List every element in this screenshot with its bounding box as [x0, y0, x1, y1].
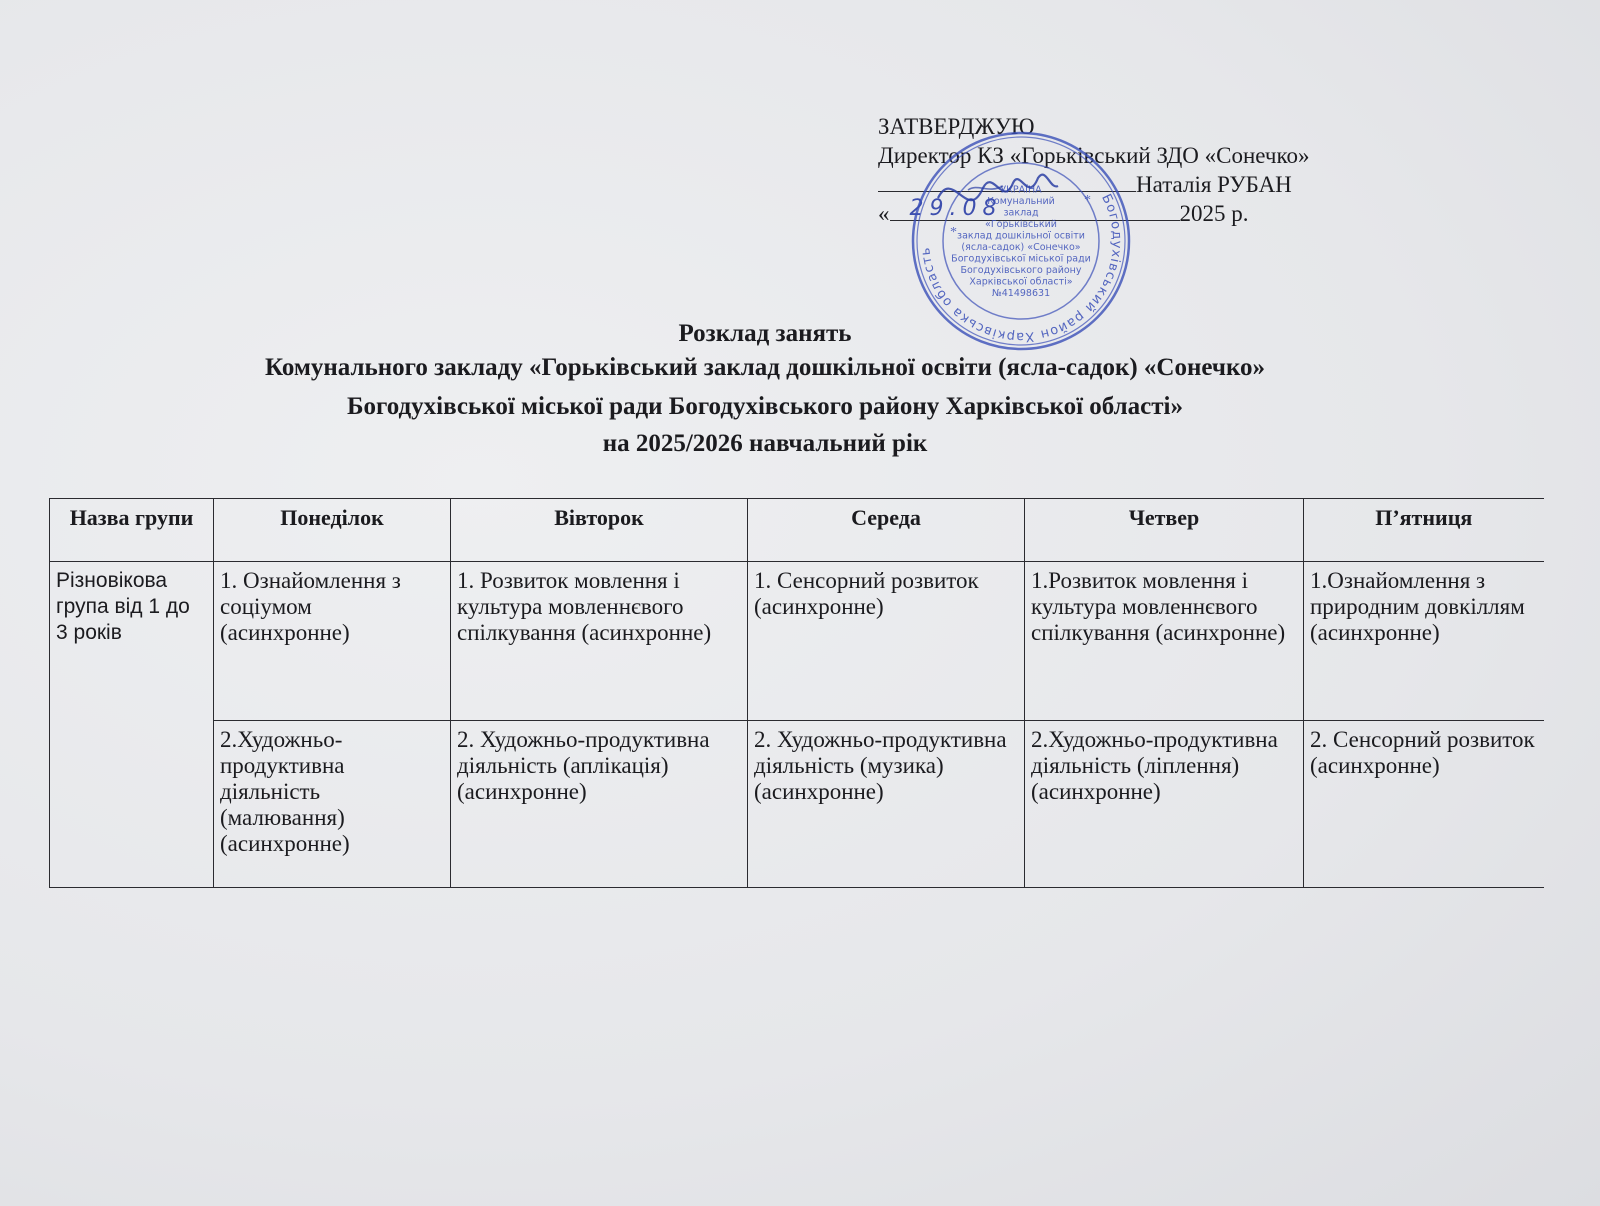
- approval-heading: ЗАТВЕРДЖУЮ: [878, 114, 1035, 139]
- table-header-row: [50, 499, 1544, 562]
- signature-underline: [878, 171, 1136, 192]
- header-friday: П’ятниця: [1304, 499, 1544, 562]
- stamp-center-line: УКРАЇНА: [1000, 184, 1042, 196]
- cell-tuesday-2: 2. Художньо-продуктивна діяльність (аплікація) (асинхронне): [451, 721, 748, 888]
- approval-director-line: Директор КЗ «Горьківський ЗДО «Сонечко»: [878, 143, 1310, 168]
- header-monday: Понеділок: [214, 499, 451, 562]
- cell-thursday-1: 1.Розвиток мовлення і культура мовленнєвого спілкування (асинхронне): [1025, 562, 1304, 721]
- stamp-center-line: №41498631: [991, 287, 1051, 299]
- title-line-4: на 2025/2026 навчальний рік: [602, 430, 928, 457]
- svg-text:*: *: [1084, 193, 1091, 208]
- cell-friday-2: 2. Сенсорний розвиток (асинхронне): [1304, 721, 1544, 888]
- date-underline: [890, 196, 1180, 221]
- cell-monday-2: 2.Художньо-продуктивна діяльність (малювання) (асинхронне): [214, 721, 451, 888]
- group-name-cell: Різновікова група від 1 до 3 років: [50, 562, 214, 888]
- svg-text:*: *: [950, 225, 957, 240]
- svg-text:Богодухівський район Харківськ: Богодухівський район Харківська область: [918, 191, 1125, 345]
- header-tuesday: Вівторок: [451, 499, 748, 562]
- stamp-center-line: Богодухівської міської ради: [951, 253, 1091, 265]
- approval-block: [878, 112, 1438, 228]
- cell-wednesday-1: 1. Сенсорний розвиток (асинхронне): [748, 562, 1025, 721]
- title-line-3: Богодухівської міської ради Богодухівського району Харківської області»: [347, 393, 1183, 420]
- header-thursday: Четвер: [1025, 499, 1304, 562]
- approval-date-prefix: «: [878, 201, 890, 226]
- table-row: [50, 562, 1544, 721]
- approval-signer-name: Наталія РУБАН: [1136, 172, 1292, 197]
- stamp-center-line: Харківської області»: [969, 276, 1073, 288]
- header-wednesday: Середа: [748, 499, 1025, 562]
- cell-friday-1: 1.Ознайомлення з природним довкіллям (асинхронне): [1304, 562, 1544, 721]
- approval-date-line: [878, 196, 1438, 228]
- stamp-center-line: заклад: [1003, 207, 1039, 219]
- table-row: [50, 721, 1544, 888]
- cell-tuesday-1: 1. Розвиток мовлення і культура мовленнєвого спілкування (асинхронне): [451, 562, 748, 721]
- approval-handwritten-date: 29.08: [909, 196, 1003, 221]
- schedule-table: [49, 498, 1544, 888]
- stamp-center-line: заклад дошкільної освіти: [957, 230, 1085, 242]
- approval-date-suffix: 2025 р.: [1179, 201, 1249, 226]
- stamp-center-line: (ясла-садок) «Сонечко»: [961, 241, 1081, 253]
- cell-monday-1: 1. Ознайомлення з соціумом (асинхронне): [214, 562, 451, 721]
- title-line-1: Розклад занять: [678, 320, 852, 347]
- cell-thursday-2: 2.Художньо-продуктивна діяльність (ліплення) (асинхронне): [1025, 721, 1304, 888]
- cell-wednesday-2: 2. Художньо-продуктивна діяльність (музика) (асинхронне): [748, 721, 1025, 888]
- stamp-center-line: Богодухівського району: [960, 264, 1082, 276]
- header-group-name: Назва групи: [50, 499, 214, 562]
- stamp-center-line: «Горьківський: [985, 218, 1057, 230]
- title-line-2: Комунального закладу «Горьківський заклад дошкільної освіти (ясла-садок) «Сонечко»: [264, 354, 1266, 381]
- stamp-center-line: Комунальний: [987, 195, 1055, 207]
